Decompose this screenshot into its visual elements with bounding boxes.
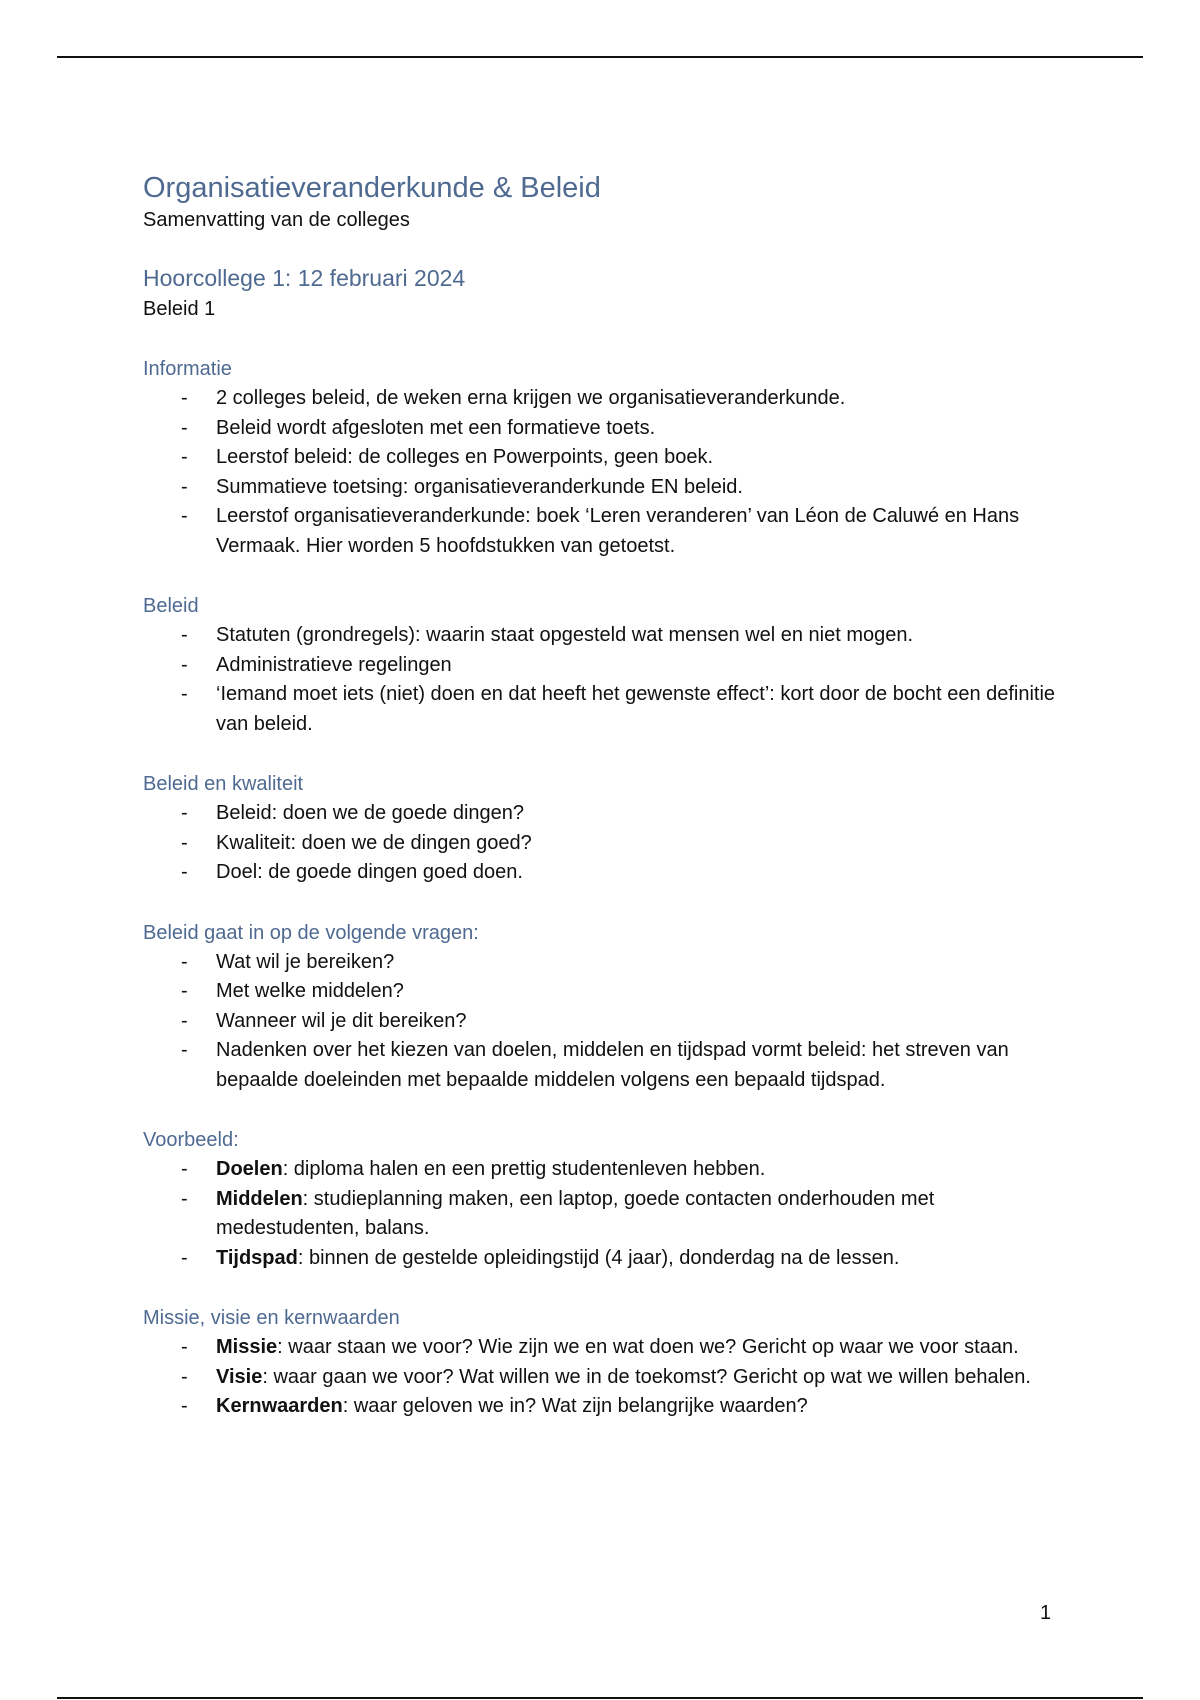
list-item-term: Tijdspad xyxy=(216,1246,298,1269)
document-subtitle: Samenvatting van de colleges xyxy=(143,209,410,231)
dash-bullet-icon: - xyxy=(181,624,188,646)
list-item xyxy=(143,1036,1073,1095)
dash-bullet-icon: - xyxy=(181,1365,188,1388)
lecture-subheading: Beleid 1 xyxy=(143,298,216,320)
footer-rule xyxy=(57,1697,1143,1699)
list-item xyxy=(143,1392,1073,1422)
list-item-text: Summatieve toetsing: organisatieveranderkunde EN beleid. xyxy=(216,475,743,498)
lecture-heading: Hoorcollege 1: 12 februari 2024 xyxy=(143,265,466,291)
list-item xyxy=(143,502,1073,561)
list-item-term: Doelen xyxy=(216,1158,283,1180)
list-item-text: : waar gaan we voor? Wat willen we in de toekomst? Gericht op wat we willen behalen. xyxy=(262,1365,1031,1388)
list-item xyxy=(143,1363,1073,1393)
list-item xyxy=(143,1185,1073,1244)
dash-bullet-icon: - xyxy=(181,653,188,676)
list-item-text: : waar geloven we in? Wat zijn belangrijke waarden? xyxy=(342,1395,808,1417)
list-item xyxy=(143,977,1073,1007)
dash-bullet-icon: - xyxy=(181,475,188,498)
section-heading: Beleid gaat in op de volgende vragen: xyxy=(143,921,479,944)
list-item-text: Administratieve regelingen xyxy=(216,653,452,676)
dash-bullet-icon: - xyxy=(181,802,188,824)
bullet-list xyxy=(143,1333,1073,1422)
list-item-text: Met welke middelen? xyxy=(216,980,404,1002)
dash-bullet-icon: - xyxy=(181,1187,188,1210)
list-item-text: Statuten (grondregels): waarin staat opgesteld wat mensen wel en niet mogen. xyxy=(216,624,914,646)
header-rule xyxy=(57,56,1143,58)
dash-bullet-icon: - xyxy=(181,387,188,409)
list-item xyxy=(143,1155,1073,1185)
section-heading: Beleid xyxy=(143,595,199,617)
dash-bullet-icon: - xyxy=(181,683,188,705)
section-heading: Informatie xyxy=(143,358,232,380)
list-item-term: Middelen xyxy=(216,1187,303,1210)
list-item-text: Kwaliteit: doen we de dingen goed? xyxy=(216,831,532,854)
list-item-term: Visie xyxy=(216,1365,263,1388)
list-item-text: Nadenken over het kiezen van doelen, middelen en tijdspad vormt beleid: het streven van bepaalde doeleinden met bepaalde middelen volgens een bepaald tijdspad. xyxy=(216,1039,1009,1091)
list-item-text: ‘Iemand moet iets (niet) doen en dat heeft het gewenste effect’: kort door de bocht een definitie van beleid. xyxy=(216,683,1056,735)
list-item-text: 2 colleges beleid, de weken erna krijgen we organisatieveranderkunde. xyxy=(216,387,846,409)
list-item xyxy=(143,1333,1073,1363)
dash-bullet-icon: - xyxy=(181,861,188,883)
list-item-text: : diploma halen en een prettig studentenleven hebben. xyxy=(282,1158,766,1180)
list-item xyxy=(143,829,1073,859)
list-item xyxy=(143,384,1073,414)
bullet-list xyxy=(143,621,1073,739)
list-item xyxy=(143,1244,1073,1274)
bullet-list xyxy=(143,799,1073,888)
list-item-text: Leerstof organisatieveranderkunde: boek ‘Leren veranderen’ van Léon de Caluwé en Hans Vermaak. Hier worden 5 hoofdstukken van getoetst. xyxy=(216,505,1020,557)
dash-bullet-icon: - xyxy=(181,1158,188,1180)
list-item-text: Beleid: doen we de goede dingen? xyxy=(216,802,525,824)
dash-bullet-icon: - xyxy=(181,950,188,973)
document-body xyxy=(143,170,1073,1422)
list-item xyxy=(143,651,1073,681)
document-title: Organisatieveranderkunde & Beleid xyxy=(143,172,601,204)
dash-bullet-icon: - xyxy=(181,446,188,468)
dash-bullet-icon: - xyxy=(181,505,188,527)
section-heading: Missie, visie en kernwaarden xyxy=(143,1307,400,1329)
list-item xyxy=(143,680,1073,739)
dash-bullet-icon: - xyxy=(181,1009,188,1032)
section-heading: Beleid en kwaliteit xyxy=(143,773,304,795)
list-item-text: Doel: de goede dingen goed doen. xyxy=(216,861,523,883)
list-item-text: : binnen de gestelde opleidingstijd (4 jaar), donderdag na de lessen. xyxy=(297,1246,900,1269)
list-item-text: Wanneer wil je dit bereiken? xyxy=(216,1009,467,1032)
bullet-list xyxy=(143,948,1073,1096)
list-item xyxy=(143,414,1073,444)
list-item-term: Missie xyxy=(216,1336,278,1358)
dash-bullet-icon: - xyxy=(181,831,188,854)
list-item xyxy=(143,621,1073,651)
list-item-text: Beleid wordt afgesloten met een formatieve toets. xyxy=(216,416,656,439)
list-item xyxy=(143,443,1073,473)
list-item-text: Leerstof beleid: de colleges en Powerpoints, geen boek. xyxy=(216,446,714,468)
list-item-text: : studieplanning maken, een laptop, goede contacten onderhouden met medestudenten, balans. xyxy=(216,1187,935,1239)
page-number: 1 xyxy=(1040,1602,1052,1624)
dash-bullet-icon: - xyxy=(181,1395,188,1417)
list-item xyxy=(143,948,1073,978)
list-item-term: Kernwaarden xyxy=(216,1395,343,1417)
section-heading: Voorbeeld: xyxy=(143,1129,239,1151)
bullet-list xyxy=(143,384,1073,561)
dash-bullet-icon: - xyxy=(181,980,188,1002)
sections-container xyxy=(143,354,1073,1422)
list-item xyxy=(143,473,1073,503)
dash-bullet-icon: - xyxy=(181,416,188,439)
list-item xyxy=(143,1007,1073,1037)
list-item xyxy=(143,858,1073,888)
dash-bullet-icon: - xyxy=(181,1336,188,1358)
list-item-text: Wat wil je bereiken? xyxy=(216,950,395,973)
bullet-list xyxy=(143,1155,1073,1273)
dash-bullet-icon: - xyxy=(181,1039,188,1061)
list-item xyxy=(143,799,1073,829)
dash-bullet-icon: - xyxy=(181,1246,188,1269)
list-item-text: : waar staan we voor? Wie zijn we en wat doen we? Gericht op waar we voor staan. xyxy=(277,1336,1019,1358)
